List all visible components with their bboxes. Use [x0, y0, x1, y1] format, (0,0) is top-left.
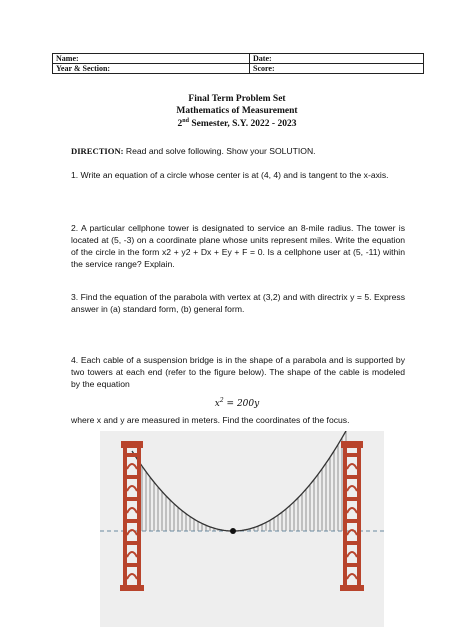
date-field[interactable]: Date: [250, 54, 424, 64]
question-4-continued: where x and y are measured in meters. Find the coordinates of the focus. [71, 415, 350, 425]
tower-beam [343, 475, 361, 479]
tower-cap [341, 441, 363, 448]
equation-exponent: 2 [219, 397, 224, 404]
tower-cap [121, 441, 143, 448]
equation-base: x [214, 399, 220, 409]
tower-beam [123, 453, 141, 457]
equation-rest: = 200y [223, 399, 260, 409]
question-1: 1. Write an equation of a circle whose center is at (4, 4) and is tangent to the x-axis. [71, 170, 389, 180]
semester-title [0, 118, 474, 129]
question-3: 3. Find the equation of the parabola with vertex at (3,2) and with directrix y = 5. Express answer in (a) standard form, (b) general form. [71, 292, 405, 314]
document-title: Final Term Problem Set [188, 94, 286, 104]
tower-beam [123, 475, 141, 479]
direction-text [71, 145, 405, 157]
tower-base [340, 585, 364, 591]
subject-title: Mathematics of Measurement [176, 106, 298, 116]
direction-label: DIRECTION: [71, 146, 124, 156]
tower-beam [343, 541, 361, 545]
tower-beam [123, 541, 141, 545]
year-section-field[interactable]: Year & Section: [53, 64, 250, 74]
suspension-bridge-figure [100, 431, 384, 627]
bridge-illustration [100, 431, 384, 627]
cable-equation [0, 397, 474, 409]
tower-beam [343, 563, 361, 567]
question-4: 4. Each cable of a suspension bridge is in the shape of a parabola and is supported by two towers at each end (refer to the figure below). The shape of the cable is modeled by the equation [71, 355, 405, 389]
tower-beam [343, 497, 361, 501]
question-2: 2. A particular cellphone tower is designated to service an 8-mile radius. The tower is located at (5, -3) on a coordinate plane whose units represent miles. Write the equation of the circle in the form x2 + y2 + Dx + Ey + F = 0. Is a cellphone user at (5, -11) within the service range? Explain. [71, 223, 405, 269]
semester-number: 2 [177, 119, 183, 129]
semester-rest: Semester, S.Y. 2022 - 2023 [188, 119, 297, 129]
tower-beam [123, 497, 141, 501]
semester-ordinal: nd [182, 118, 189, 124]
direction-body: Read and solve following. Show your SOLUTION. [123, 146, 316, 156]
name-field[interactable]: Name: [53, 54, 250, 64]
tower-beam [123, 519, 141, 523]
tower-beam [343, 519, 361, 523]
tower-beam [343, 453, 361, 457]
vertex-point [230, 528, 236, 534]
student-info-table [52, 53, 424, 74]
tower-beam [123, 563, 141, 567]
photo-background [100, 431, 384, 627]
tower-base [120, 585, 144, 591]
score-field[interactable]: Score: [250, 64, 424, 74]
